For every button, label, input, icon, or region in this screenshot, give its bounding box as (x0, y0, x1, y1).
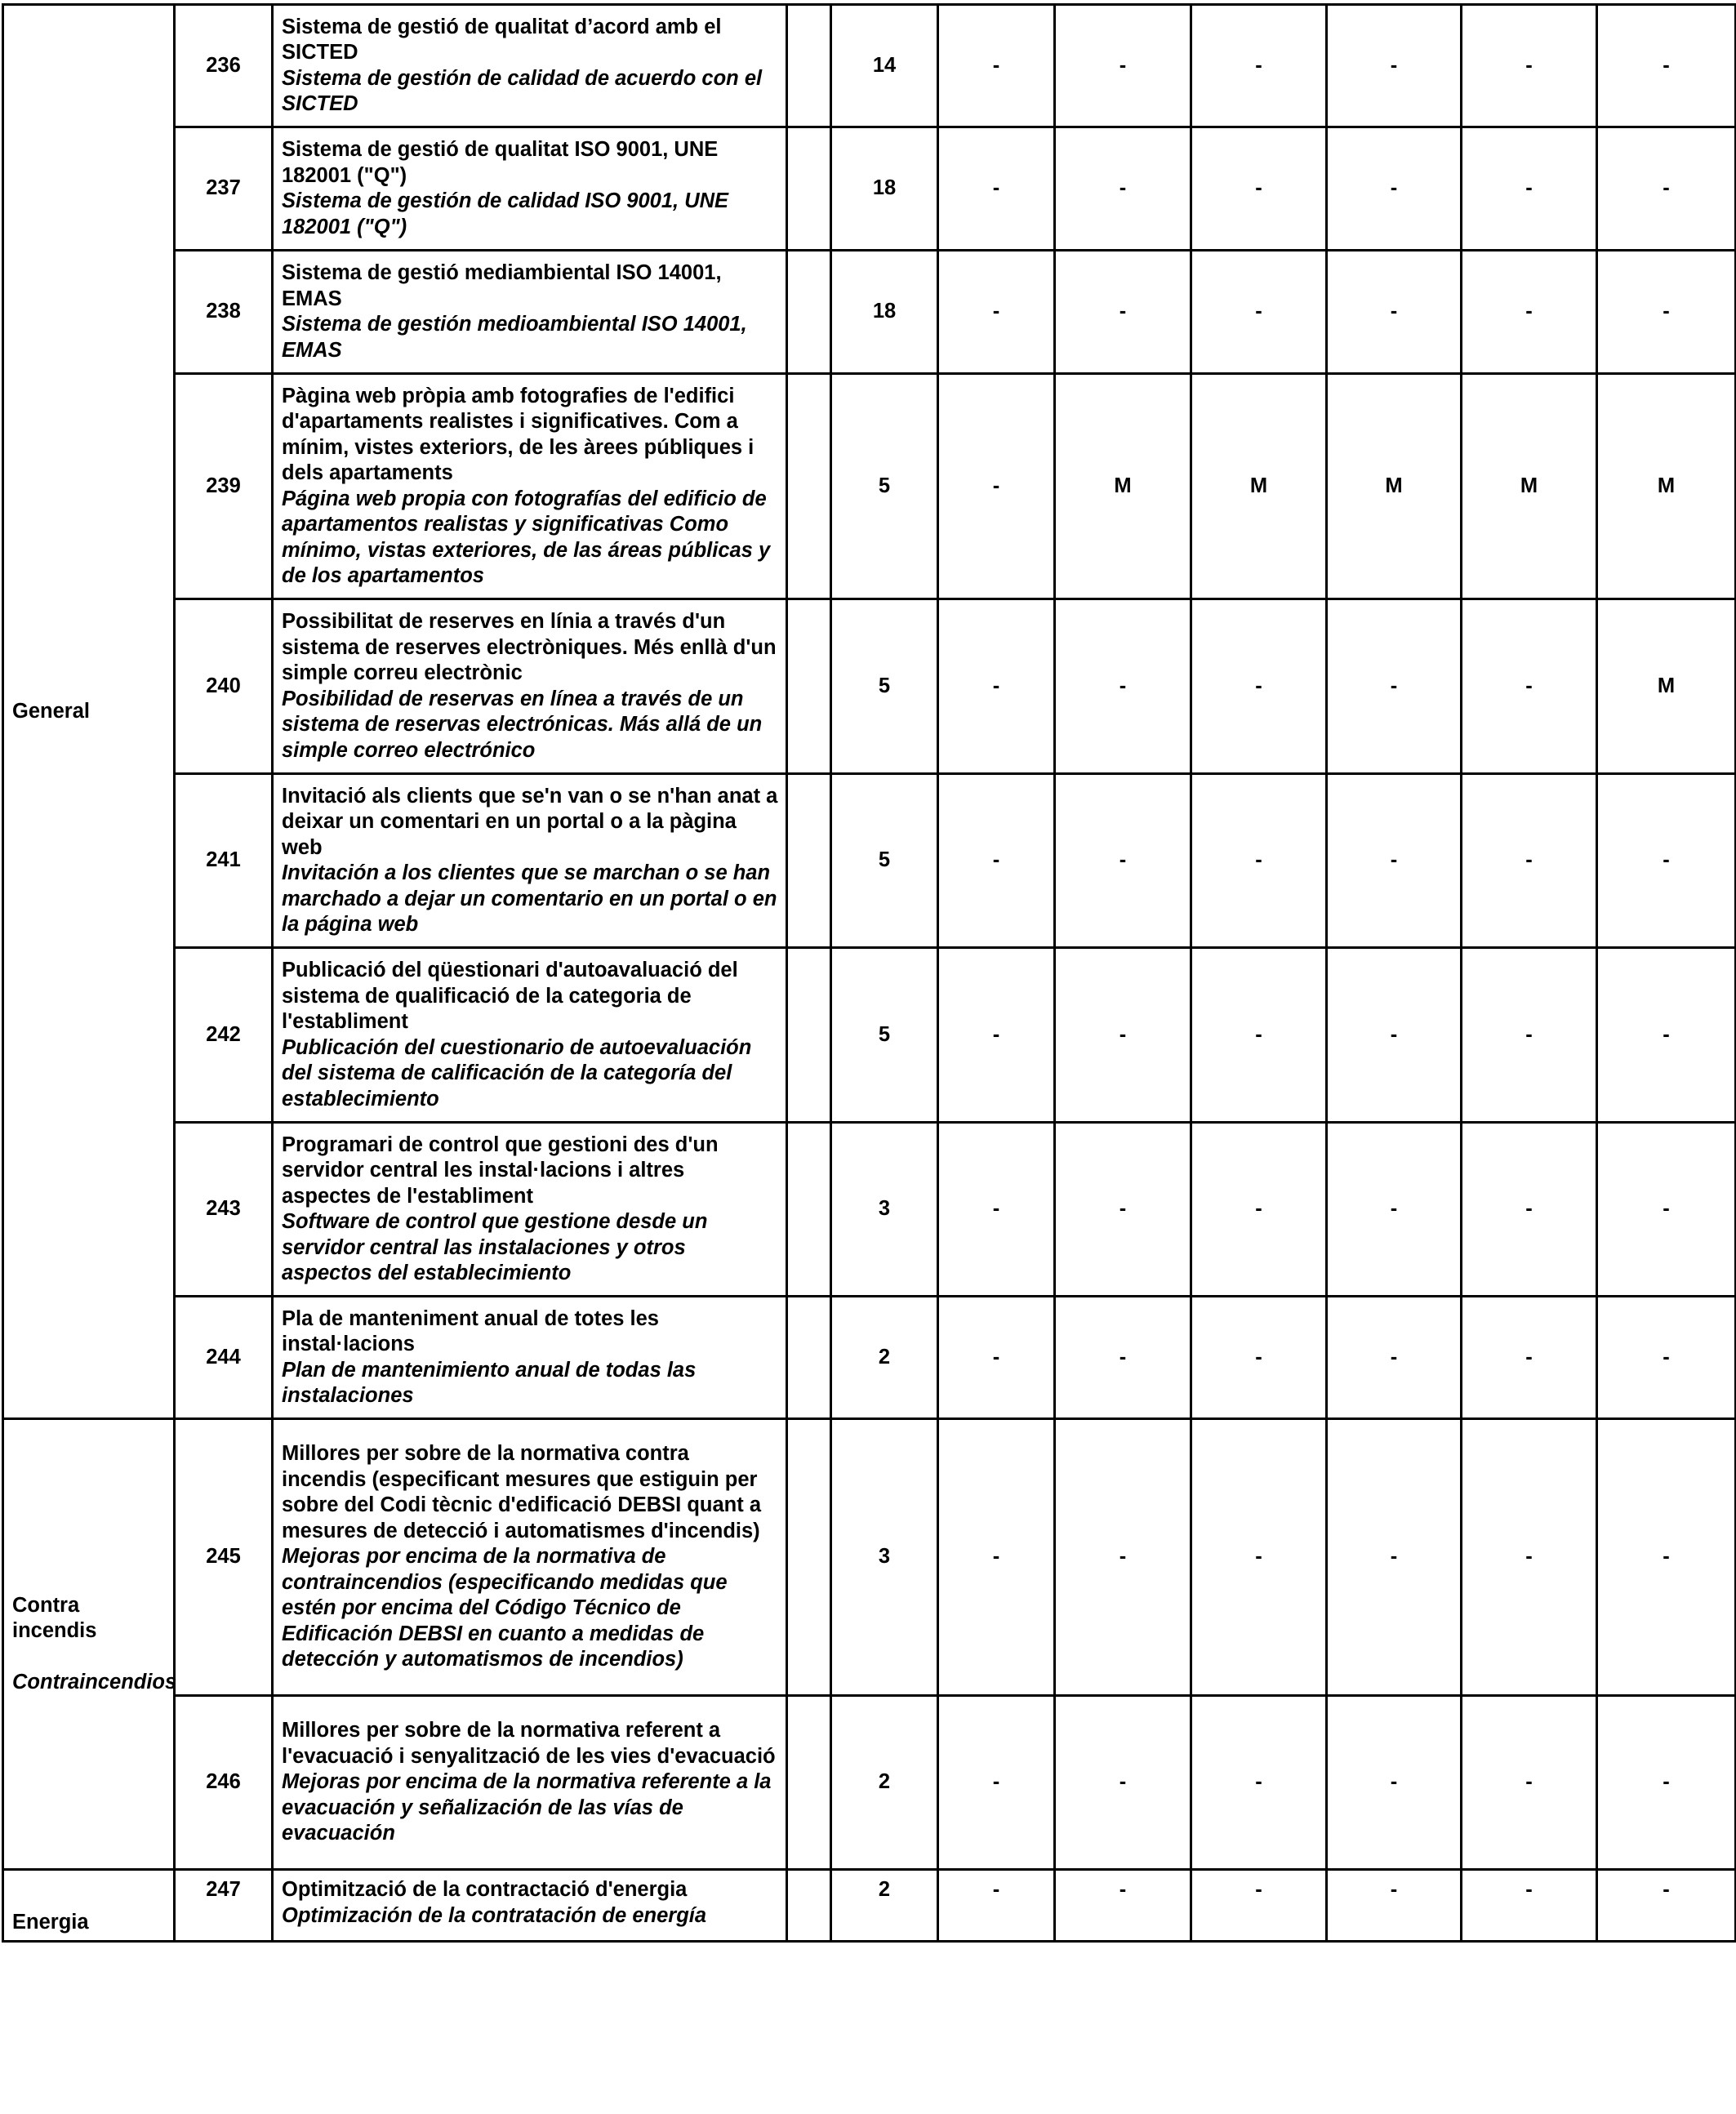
row-number: 238 (175, 251, 273, 374)
category-general: General (3, 5, 175, 1419)
blank-cell (787, 1123, 831, 1297)
value-cell: M (1597, 374, 1736, 599)
value-cell: - (1191, 251, 1327, 374)
blank-cell (787, 599, 831, 774)
value-cell: - (1597, 948, 1736, 1123)
value-cell: - (1055, 948, 1191, 1123)
value-cell: M (1055, 374, 1191, 599)
value-cell: M (1462, 374, 1597, 599)
row-number: 243 (175, 1123, 273, 1297)
description-es: Sistema de gestión de calidad ISO 9001, UNE 182001 ("Q") (282, 189, 729, 238)
description-es: Página web propia con fotografías del edificio de apartamentos realistas y significativas Como mínimo, vistas exteriores, de las áreas públicas y de los apartamentos (282, 487, 771, 587)
table-row (3, 251, 1736, 374)
description-cell (273, 1419, 787, 1696)
value-cell: - (1597, 251, 1736, 374)
value-cell: - (938, 774, 1055, 948)
table-row (3, 1696, 1736, 1870)
value-cell: - (1191, 1696, 1327, 1870)
value-cell: - (1327, 948, 1462, 1123)
table-row (3, 1419, 1736, 1696)
category-energia: Energia (3, 1870, 175, 1942)
description-ca: Sistema de gestió mediambiental ISO 14001, EMAS (282, 261, 722, 310)
description-es: Software de control que gestione desde un servidor central las instalaciones y otros aspectos del establecimiento (282, 1210, 708, 1284)
description-cell (273, 251, 787, 374)
table-row (3, 599, 1736, 774)
table-row (3, 1297, 1736, 1419)
description-cell (273, 5, 787, 127)
description-cell (273, 599, 787, 774)
description-es: Sistema de gestión medioambiental ISO 14001, EMAS (282, 313, 747, 362)
row-number: 236 (175, 5, 273, 127)
value-cell: - (1191, 599, 1327, 774)
value-cell: - (1055, 599, 1191, 774)
value-cell: - (1327, 5, 1462, 127)
description-es: Mejoras por encima de la normativa de contraincendios (especificando medidas que estén por encima del Código Técnico de Edificación DEBSI en cuanto a medidas de detección y automatismos de incendios) (282, 1545, 728, 1671)
description-cell (273, 948, 787, 1123)
row-number: 237 (175, 127, 273, 251)
description-es: Mejoras por encima de la normativa referente a la evacuación y señalización de las vías de evacuación (282, 1770, 772, 1845)
value-cell: - (1462, 1696, 1597, 1870)
value-cell: - (1462, 599, 1597, 774)
description-cell (273, 1696, 787, 1870)
value-cell: - (1191, 5, 1327, 127)
table-row (3, 774, 1736, 948)
value-cell: - (1327, 251, 1462, 374)
points-cell: 5 (831, 774, 938, 948)
value-cell: - (1597, 1123, 1736, 1297)
value-cell: - (1462, 5, 1597, 127)
points-cell: 5 (831, 599, 938, 774)
description-ca: Optimització de la contractació d'energia (282, 1878, 688, 1901)
points-cell: 5 (831, 374, 938, 599)
value-cell: - (938, 1419, 1055, 1696)
value-cell: - (1055, 1419, 1191, 1696)
description-ca: Pla de manteniment anual de totes les instal·lacions (282, 1306, 659, 1355)
value-cell: - (1462, 774, 1597, 948)
value-cell: - (1055, 127, 1191, 251)
row-number: 239 (175, 374, 273, 599)
value-cell: M (1327, 374, 1462, 599)
points-cell: 18 (831, 251, 938, 374)
description-ca: Invitació als clients que se'n van o se n'han anat a deixar un comentari en un portal o a la pàgina web (282, 784, 778, 859)
table-row (3, 127, 1736, 251)
value-cell: - (1327, 599, 1462, 774)
value-cell: - (1597, 1419, 1736, 1696)
row-number: 245 (175, 1419, 273, 1696)
value-cell: - (938, 374, 1055, 599)
value-cell: M (1597, 599, 1736, 774)
points-cell: 5 (831, 948, 938, 1123)
value-cell: - (938, 251, 1055, 374)
row-number: 242 (175, 948, 273, 1123)
value-cell: - (1597, 1297, 1736, 1419)
description-ca: Programari de control que gestioni des d'un servidor central les instal·lacions i altres aspectes de l'establiment (282, 1133, 719, 1208)
table-row (3, 1870, 1736, 1942)
value-cell: - (1191, 1123, 1327, 1297)
value-cell: - (1055, 1297, 1191, 1419)
table-row (3, 5, 1736, 127)
value-cell: - (1327, 774, 1462, 948)
description-ca: Millores per sobre de la normativa referent a l'evacuació i senyalització de les vies d'evacuació (282, 1719, 776, 1768)
value-cell: - (1055, 251, 1191, 374)
value-cell: - (938, 1123, 1055, 1297)
table-row (3, 374, 1736, 599)
table-row (3, 1123, 1736, 1297)
points-cell: 2 (831, 1297, 938, 1419)
row-number: 247 (175, 1870, 273, 1942)
row-number: 246 (175, 1696, 273, 1870)
description-es: Posibilidad de reservas en línea a través de un sistema de reservas electrónicas. Más allá de un simple correo electrónico (282, 687, 763, 762)
value-cell: - (938, 1297, 1055, 1419)
value-cell: - (1462, 948, 1597, 1123)
points-cell: 18 (831, 127, 938, 251)
value-cell: - (938, 127, 1055, 251)
value-cell: - (1327, 1123, 1462, 1297)
value-cell: - (1462, 1419, 1597, 1696)
value-cell: - (1597, 1696, 1736, 1870)
description-cell (273, 1870, 787, 1942)
value-cell: - (1191, 1870, 1327, 1942)
value-cell: - (1055, 5, 1191, 127)
value-cell: - (1597, 127, 1736, 251)
value-cell: - (1327, 1419, 1462, 1696)
value-cell: - (938, 948, 1055, 1123)
blank-cell (787, 5, 831, 127)
value-cell: - (938, 1696, 1055, 1870)
points-cell: 2 (831, 1870, 938, 1942)
value-cell: - (1327, 127, 1462, 251)
value-cell: - (1055, 1870, 1191, 1942)
description-cell (273, 374, 787, 599)
value-cell: M (1191, 374, 1327, 599)
value-cell: - (1462, 127, 1597, 251)
blank-cell (787, 1419, 831, 1696)
description-cell (273, 1123, 787, 1297)
blank-cell (787, 948, 831, 1123)
description-es: Plan de mantenimiento anual de todas las instalaciones (282, 1358, 697, 1407)
row-number: 241 (175, 774, 273, 948)
value-cell: - (1191, 127, 1327, 251)
value-cell: - (1191, 948, 1327, 1123)
description-ca: Possibilitat de reserves en línia a través d'un sistema de reserves electròniques. Més enllà d'un simple correu electrònic (282, 610, 777, 684)
description-ca: Pàgina web pròpia amb fotografies de l'edifici d'apartaments realistes i significatives. Com a mínim, vistes exteriors, de les àrees públiques i dels apartaments (282, 384, 754, 484)
points-cell: 14 (831, 5, 938, 127)
value-cell: - (1597, 1870, 1736, 1942)
description-cell (273, 774, 787, 948)
description-ca: Millores per sobre de la normativa contra incendis (especificant mesures que estiguin per sobre del Codi tècnic d'edificació DEBSI quant a mesures de detecció i automatismes d'incendis) (282, 1442, 762, 1542)
blank-cell (787, 1297, 831, 1419)
points-cell: 3 (831, 1123, 938, 1297)
value-cell: - (1597, 5, 1736, 127)
value-cell: - (1327, 1696, 1462, 1870)
description-cell (273, 1297, 787, 1419)
blank-cell (787, 1870, 831, 1942)
blank-cell (787, 127, 831, 251)
description-es: Sistema de gestión de calidad de acuerdo con el SICTED (282, 66, 763, 115)
points-cell: 2 (831, 1696, 938, 1870)
row-number: 244 (175, 1297, 273, 1419)
criteria-table (2, 3, 1736, 1943)
description-es: Invitación a los clientes que se marchan o se han marchado a dejar un comentario en un portal o en la página web (282, 861, 777, 936)
points-cell: 3 (831, 1419, 938, 1696)
description-cell (273, 127, 787, 251)
blank-cell (787, 774, 831, 948)
description-ca: Sistema de gestió de qualitat d’acord amb el SICTED (282, 15, 722, 64)
value-cell: - (1191, 774, 1327, 948)
row-number: 240 (175, 599, 273, 774)
value-cell: - (1055, 774, 1191, 948)
value-cell: - (938, 5, 1055, 127)
value-cell: - (1327, 1297, 1462, 1419)
value-cell: - (1462, 1870, 1597, 1942)
value-cell: - (1462, 251, 1597, 374)
value-cell: - (1597, 774, 1736, 948)
blank-cell (787, 1696, 831, 1870)
value-cell: - (1055, 1696, 1191, 1870)
value-cell: - (1191, 1419, 1327, 1696)
value-cell: - (1462, 1297, 1597, 1419)
value-cell: - (1055, 1123, 1191, 1297)
value-cell: - (1191, 1297, 1327, 1419)
blank-cell (787, 374, 831, 599)
value-cell: - (1327, 1870, 1462, 1942)
description-ca: Publicació del qüestionari d'autoavaluació del sistema de qualificació de la categoria de l'establiment (282, 959, 738, 1033)
description-es: Optimización de la contratación de energía (282, 1903, 707, 1927)
value-cell: - (1462, 1123, 1597, 1297)
table-row (3, 948, 1736, 1123)
description-ca: Sistema de gestió de qualitat ISO 9001, UNE 182001 ("Q") (282, 138, 719, 187)
description-es: Publicación del cuestionario de autoevaluación del sistema de calificación de la categoría del establecimiento (282, 1035, 752, 1110)
blank-cell (787, 251, 831, 374)
category-contra-incendis: Contra incendis Contraincendios (3, 1419, 175, 1870)
value-cell: - (938, 599, 1055, 774)
value-cell: - (938, 1870, 1055, 1942)
